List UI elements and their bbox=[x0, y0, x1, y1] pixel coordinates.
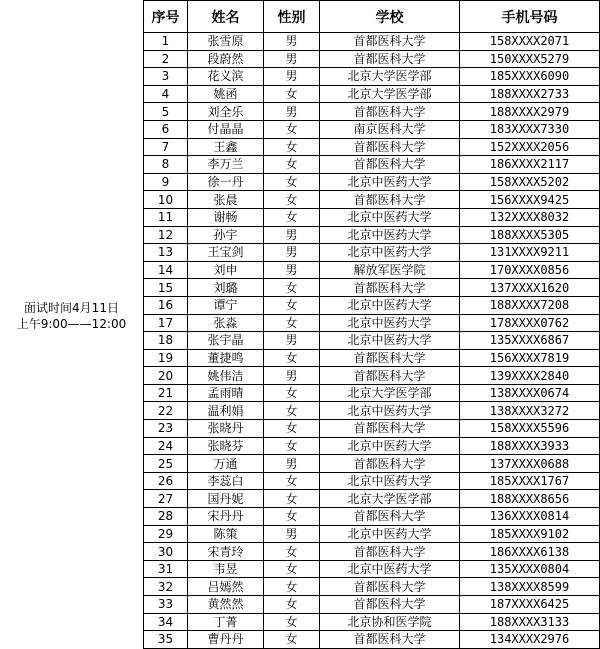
cell-name: 曹丹丹 bbox=[188, 631, 264, 649]
cell-school: 首都医科大学 bbox=[320, 578, 460, 596]
table-row bbox=[144, 525, 600, 543]
candidate-table bbox=[143, 0, 600, 649]
cell-gender: 女 bbox=[264, 279, 320, 297]
table-row bbox=[144, 138, 600, 156]
cell-phone: 135XXXX6867 bbox=[460, 332, 600, 350]
cell-school: 首都医科大学 bbox=[320, 543, 460, 561]
table-row bbox=[144, 578, 600, 596]
table-row bbox=[144, 384, 600, 402]
cell-school: 首都医科大学 bbox=[320, 508, 460, 526]
cell-index: 10 bbox=[144, 191, 188, 209]
table-row bbox=[144, 120, 600, 138]
cell-phone: 185XXXX9102 bbox=[460, 525, 600, 543]
cell-index: 2 bbox=[144, 50, 188, 68]
cell-school: 北京中医药大学 bbox=[320, 472, 460, 490]
cell-name: 张晓芬 bbox=[188, 437, 264, 455]
cell-gender: 男 bbox=[264, 261, 320, 279]
cell-phone: 178XXXX0762 bbox=[460, 314, 600, 332]
cell-school: 北京中医药大学 bbox=[320, 332, 460, 350]
cell-school: 北京中医药大学 bbox=[320, 296, 460, 314]
cell-index: 25 bbox=[144, 455, 188, 473]
cell-school: 解放军医学院 bbox=[320, 261, 460, 279]
cell-school: 北京中医药大学 bbox=[320, 402, 460, 420]
cell-gender: 女 bbox=[264, 543, 320, 561]
cell-school: 首都医科大学 bbox=[320, 420, 460, 438]
table-row bbox=[144, 314, 600, 332]
cell-name: 王宝剑 bbox=[188, 244, 264, 262]
table-row bbox=[144, 226, 600, 244]
cell-phone: 136XXXX0814 bbox=[460, 508, 600, 526]
cell-phone: 188XXXX2979 bbox=[460, 103, 600, 121]
cell-index: 30 bbox=[144, 543, 188, 561]
table-row bbox=[144, 420, 600, 438]
cell-index: 33 bbox=[144, 596, 188, 614]
cell-name: 姚函 bbox=[188, 85, 264, 103]
cell-index: 19 bbox=[144, 349, 188, 367]
cell-index: 17 bbox=[144, 314, 188, 332]
table-row bbox=[144, 279, 600, 297]
cell-phone: 187XXXX6425 bbox=[460, 596, 600, 614]
table-row bbox=[144, 631, 600, 649]
cell-school: 首都医科大学 bbox=[320, 349, 460, 367]
cell-index: 14 bbox=[144, 261, 188, 279]
cell-school: 首都医科大学 bbox=[320, 50, 460, 68]
cell-name: 姚伟洁 bbox=[188, 367, 264, 385]
cell-index: 1 bbox=[144, 33, 188, 51]
cell-gender: 女 bbox=[264, 191, 320, 209]
table-header-row bbox=[144, 1, 600, 33]
cell-school: 首都医科大学 bbox=[320, 631, 460, 649]
cell-index: 3 bbox=[144, 68, 188, 86]
cell-school: 北京中医药大学 bbox=[320, 226, 460, 244]
cell-phone: 139XXXX2840 bbox=[460, 367, 600, 385]
cell-gender: 女 bbox=[264, 138, 320, 156]
cell-gender: 男 bbox=[264, 525, 320, 543]
cell-index: 5 bbox=[144, 103, 188, 121]
cell-phone: 138XXXX3272 bbox=[460, 402, 600, 420]
table-row bbox=[144, 560, 600, 578]
cell-phone: 188XXXX3933 bbox=[460, 437, 600, 455]
cell-school: 首都医科大学 bbox=[320, 596, 460, 614]
cell-index: 13 bbox=[144, 244, 188, 262]
cell-school: 北京协和医学院 bbox=[320, 613, 460, 631]
cell-school: 北京大学医学部 bbox=[320, 490, 460, 508]
table-row bbox=[144, 244, 600, 262]
cell-name: 张淼 bbox=[188, 314, 264, 332]
cell-index: 18 bbox=[144, 332, 188, 350]
cell-phone: 170XXXX0856 bbox=[460, 261, 600, 279]
cell-name: 谭宁 bbox=[188, 296, 264, 314]
cell-phone: 156XXXX9425 bbox=[460, 191, 600, 209]
cell-phone: 158XXXX5596 bbox=[460, 420, 600, 438]
cell-phone: 135XXXX0804 bbox=[460, 560, 600, 578]
table-row bbox=[144, 455, 600, 473]
cell-name: 黄然然 bbox=[188, 596, 264, 614]
cell-phone: 186XXXX2117 bbox=[460, 156, 600, 174]
cell-school: 首都医科大学 bbox=[320, 103, 460, 121]
cell-phone: 152XXXX2056 bbox=[460, 138, 600, 156]
cell-school: 北京中医药大学 bbox=[320, 525, 460, 543]
cell-school: 南京医科大学 bbox=[320, 120, 460, 138]
table-row bbox=[144, 402, 600, 420]
cell-gender: 男 bbox=[264, 455, 320, 473]
cell-school: 北京中医药大学 bbox=[320, 208, 460, 226]
cell-name: 孟雨晴 bbox=[188, 384, 264, 402]
cell-school: 北京中医药大学 bbox=[320, 437, 460, 455]
cell-phone: 188XXXX5305 bbox=[460, 226, 600, 244]
table-body bbox=[144, 33, 600, 649]
cell-gender: 女 bbox=[264, 314, 320, 332]
cell-phone: 150XXXX5279 bbox=[460, 50, 600, 68]
cell-name: 万通 bbox=[188, 455, 264, 473]
cell-phone: 138XXXX8599 bbox=[460, 578, 600, 596]
cell-school: 首都医科大学 bbox=[320, 33, 460, 51]
cell-phone: 132XXXX8032 bbox=[460, 208, 600, 226]
cell-name: 韦昱 bbox=[188, 560, 264, 578]
cell-name: 温利娟 bbox=[188, 402, 264, 420]
cell-gender: 女 bbox=[264, 472, 320, 490]
cell-phone: 183XXXX7330 bbox=[460, 120, 600, 138]
header-school: 学校 bbox=[320, 1, 460, 33]
cell-index: 27 bbox=[144, 490, 188, 508]
cell-index: 4 bbox=[144, 85, 188, 103]
cell-index: 9 bbox=[144, 173, 188, 191]
cell-index: 20 bbox=[144, 367, 188, 385]
cell-gender: 女 bbox=[264, 631, 320, 649]
cell-index: 28 bbox=[144, 508, 188, 526]
cell-school: 首都医科大学 bbox=[320, 455, 460, 473]
interview-date-label: 面试时间4月11日 bbox=[24, 300, 119, 315]
cell-index: 7 bbox=[144, 138, 188, 156]
cell-index: 23 bbox=[144, 420, 188, 438]
cell-name: 王鑫 bbox=[188, 138, 264, 156]
table-row bbox=[144, 261, 600, 279]
table-row bbox=[144, 543, 600, 561]
cell-gender: 男 bbox=[264, 33, 320, 51]
cell-gender: 男 bbox=[264, 244, 320, 262]
cell-phone: 188XXXX7208 bbox=[460, 296, 600, 314]
cell-gender: 女 bbox=[264, 85, 320, 103]
table-row bbox=[144, 103, 600, 121]
cell-phone: 185XXXX1767 bbox=[460, 472, 600, 490]
cell-gender: 女 bbox=[264, 613, 320, 631]
cell-name: 国丹妮 bbox=[188, 490, 264, 508]
cell-gender: 男 bbox=[264, 332, 320, 350]
cell-index: 8 bbox=[144, 156, 188, 174]
cell-gender: 女 bbox=[264, 560, 320, 578]
cell-gender: 女 bbox=[264, 490, 320, 508]
cell-name: 李蕊白 bbox=[188, 472, 264, 490]
cell-gender: 女 bbox=[264, 384, 320, 402]
table-row bbox=[144, 296, 600, 314]
cell-phone: 185XXXX6090 bbox=[460, 68, 600, 86]
cell-index: 24 bbox=[144, 437, 188, 455]
cell-index: 6 bbox=[144, 120, 188, 138]
cell-index: 29 bbox=[144, 525, 188, 543]
table-row bbox=[144, 68, 600, 86]
table-row bbox=[144, 437, 600, 455]
interview-time-label: 上午9:00——12:00 bbox=[16, 316, 127, 331]
cell-school: 北京大学医学部 bbox=[320, 68, 460, 86]
header-index: 序号 bbox=[144, 1, 188, 33]
table-row bbox=[144, 208, 600, 226]
cell-gender: 女 bbox=[264, 349, 320, 367]
interview-time-cell bbox=[0, 0, 143, 631]
cell-index: 35 bbox=[144, 631, 188, 649]
table-row bbox=[144, 367, 600, 385]
cell-gender: 男 bbox=[264, 226, 320, 244]
cell-gender: 女 bbox=[264, 508, 320, 526]
cell-gender: 女 bbox=[264, 437, 320, 455]
cell-phone: 158XXXX2071 bbox=[460, 33, 600, 51]
table-row bbox=[144, 508, 600, 526]
cell-index: 16 bbox=[144, 296, 188, 314]
cell-name: 陈策 bbox=[188, 525, 264, 543]
cell-gender: 女 bbox=[264, 420, 320, 438]
cell-phone: 188XXXX2733 bbox=[460, 85, 600, 103]
cell-phone: 158XXXX5202 bbox=[460, 173, 600, 191]
cell-name: 张晓丹 bbox=[188, 420, 264, 438]
cell-gender: 男 bbox=[264, 103, 320, 121]
table-row bbox=[144, 156, 600, 174]
cell-name: 刘申 bbox=[188, 261, 264, 279]
cell-school: 首都医科大学 bbox=[320, 191, 460, 209]
cell-gender: 女 bbox=[264, 402, 320, 420]
cell-gender: 女 bbox=[264, 208, 320, 226]
cell-school: 首都医科大学 bbox=[320, 156, 460, 174]
cell-index: 31 bbox=[144, 560, 188, 578]
cell-index: 15 bbox=[144, 279, 188, 297]
table-row bbox=[144, 472, 600, 490]
cell-name: 宋丹丹 bbox=[188, 508, 264, 526]
cell-school: 北京大学医学部 bbox=[320, 384, 460, 402]
cell-phone: 137XXXX0688 bbox=[460, 455, 600, 473]
cell-name: 谢畅 bbox=[188, 208, 264, 226]
cell-gender: 男 bbox=[264, 50, 320, 68]
cell-index: 32 bbox=[144, 578, 188, 596]
cell-phone: 188XXXX3133 bbox=[460, 613, 600, 631]
table-row bbox=[144, 613, 600, 631]
table-row bbox=[144, 191, 600, 209]
table-row bbox=[144, 33, 600, 51]
cell-gender: 女 bbox=[264, 173, 320, 191]
cell-name: 李万兰 bbox=[188, 156, 264, 174]
cell-school: 北京中医药大学 bbox=[320, 314, 460, 332]
cell-gender: 女 bbox=[264, 578, 320, 596]
cell-phone: 186XXXX6138 bbox=[460, 543, 600, 561]
cell-name: 丁菁 bbox=[188, 613, 264, 631]
cell-school: 首都医科大学 bbox=[320, 138, 460, 156]
cell-school: 首都医科大学 bbox=[320, 367, 460, 385]
cell-name: 张晨 bbox=[188, 191, 264, 209]
cell-school: 北京中医药大学 bbox=[320, 560, 460, 578]
cell-name: 董捷鸣 bbox=[188, 349, 264, 367]
cell-phone: 138XXXX0674 bbox=[460, 384, 600, 402]
table-row bbox=[144, 596, 600, 614]
table-row bbox=[144, 50, 600, 68]
header-gender: 性别 bbox=[264, 1, 320, 33]
cell-phone: 134XXXX2976 bbox=[460, 631, 600, 649]
cell-name: 付晶晶 bbox=[188, 120, 264, 138]
header-name: 姓名 bbox=[188, 1, 264, 33]
cell-gender: 女 bbox=[264, 596, 320, 614]
table-row bbox=[144, 490, 600, 508]
cell-name: 花义滨 bbox=[188, 68, 264, 86]
cell-gender: 女 bbox=[264, 296, 320, 314]
cell-gender: 女 bbox=[264, 120, 320, 138]
table-row bbox=[144, 332, 600, 350]
cell-name: 吕嫣然 bbox=[188, 578, 264, 596]
cell-school: 北京中医药大学 bbox=[320, 244, 460, 262]
cell-school: 北京大学医学部 bbox=[320, 85, 460, 103]
cell-index: 12 bbox=[144, 226, 188, 244]
cell-gender: 男 bbox=[264, 367, 320, 385]
cell-name: 段蔚然 bbox=[188, 50, 264, 68]
cell-name: 张宇晶 bbox=[188, 332, 264, 350]
cell-phone: 188XXXX8656 bbox=[460, 490, 600, 508]
cell-school: 首都医科大学 bbox=[320, 279, 460, 297]
cell-index: 11 bbox=[144, 208, 188, 226]
table-row bbox=[144, 173, 600, 191]
cell-name: 宋青玲 bbox=[188, 543, 264, 561]
cell-phone: 131XXXX9211 bbox=[460, 244, 600, 262]
cell-index: 26 bbox=[144, 472, 188, 490]
table-row bbox=[144, 85, 600, 103]
table-row bbox=[144, 349, 600, 367]
cell-index: 21 bbox=[144, 384, 188, 402]
cell-gender: 男 bbox=[264, 68, 320, 86]
cell-name: 徐一丹 bbox=[188, 173, 264, 191]
cell-index: 22 bbox=[144, 402, 188, 420]
cell-name: 刘全乐 bbox=[188, 103, 264, 121]
cell-name: 刘璐 bbox=[188, 279, 264, 297]
cell-school: 北京中医药大学 bbox=[320, 173, 460, 191]
cell-gender: 女 bbox=[264, 156, 320, 174]
cell-index: 34 bbox=[144, 613, 188, 631]
cell-phone: 137XXXX1620 bbox=[460, 279, 600, 297]
cell-name: 孙宇 bbox=[188, 226, 264, 244]
header-phone: 手机号码 bbox=[460, 1, 600, 33]
cell-phone: 156XXXX7819 bbox=[460, 349, 600, 367]
cell-name: 张雪原 bbox=[188, 33, 264, 51]
